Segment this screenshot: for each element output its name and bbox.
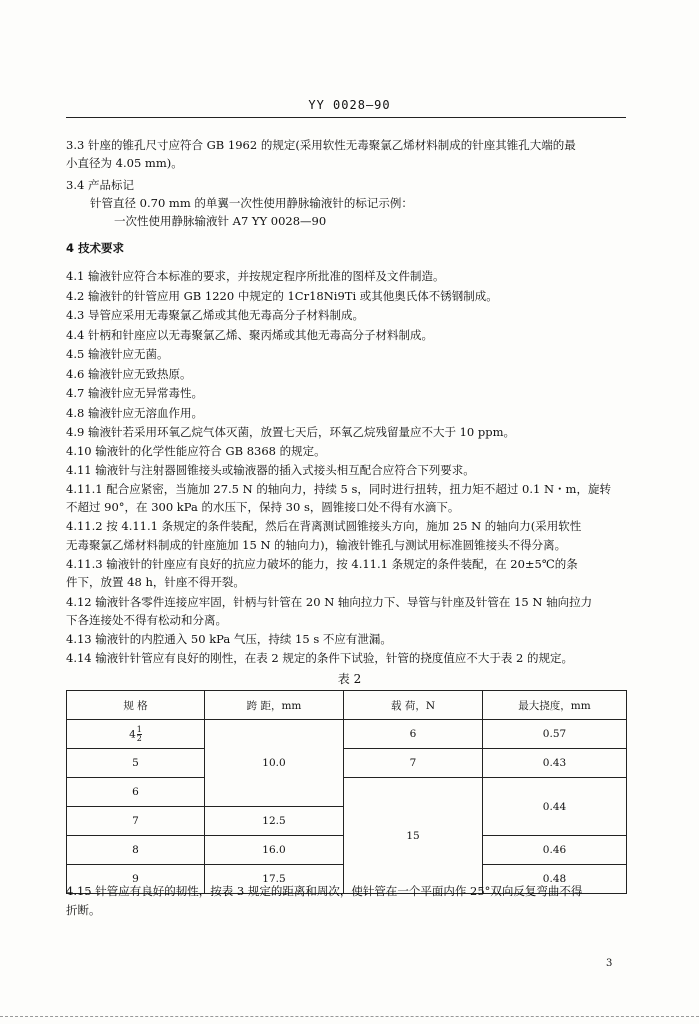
- clause-4-14: 4.14 输液针针管应有良好的刚性，在表 2 规定的条件下试验，针管的挠度值应不大于表 2 的规定。: [66, 651, 574, 665]
- spec-cell: 7: [67, 807, 205, 836]
- clause-4-7: 4.7 输液针应无异常毒性。: [66, 386, 203, 400]
- clause-3-3-line-1: 3.3 针座的锥孔尺寸应符合 GB 1962 的规定(采用软性无毒聚氯乙烯材料制成的针座其锥孔大端的最: [66, 138, 576, 152]
- spec-cell: [67, 720, 205, 749]
- table-header-row: [67, 691, 627, 720]
- header-load: 载 荷，N: [344, 691, 483, 720]
- spec-whole: 4: [129, 728, 136, 740]
- clause-4-3: 4.3 导管应采用无毒聚氯乙烯或其他无毒高分子材料制成。: [66, 308, 364, 322]
- clause-4-11-2-line-1: 4.11.2 按 4.11.1 条规定的条件装配，然后在背离测试圆锥接头方向，施加 25 N 的轴向力(采用软性: [66, 519, 582, 533]
- clause-3-4-heading: 3.4 产品标记: [66, 178, 134, 192]
- deflection-cell: 0.57: [483, 720, 627, 749]
- clause-4-11-1-line-1: 4.11.1 配合应紧密，当施加 27.5 N 的轴向力，持续 5 s，同时进行扭转，扭力矩不超过 0.1 N・m，旋转: [66, 482, 611, 496]
- table-row: [67, 778, 627, 807]
- section-4-heading: 4 技术要求: [66, 241, 125, 255]
- distance-cell: 10.0: [205, 720, 344, 807]
- table-row: [67, 720, 627, 749]
- header-max-deflection: 最大挠度，mm: [483, 691, 627, 720]
- fraction-denominator: 2: [136, 733, 142, 743]
- spec-cell: 6: [67, 778, 205, 807]
- clause-4-13: 4.13 输液针的内腔通入 50 kPa 气压，持续 15 s 不应有泄漏。: [66, 632, 392, 646]
- clause-4-12-line-1: 4.12 输液针各零件连接应牢固，针柄与针管在 20 N 轴向拉力下、导管与针座及针管在 15 N 轴向拉力: [66, 595, 593, 609]
- product-marking-example: 一次性使用静脉输液针 A7 YY 0028—90: [114, 214, 327, 228]
- header-rule: [66, 117, 626, 118]
- spec-cell: 9: [67, 865, 205, 894]
- load-cell: 7: [344, 749, 483, 778]
- table-2: [66, 690, 627, 894]
- header-distance: 跨 距，mm: [205, 691, 344, 720]
- load-cell: 6: [344, 720, 483, 749]
- clause-4-15-line-1: 4.15 针管应有良好的韧性，按表 3 规定的距离和周次，使针管在一个平面内作 25°双向反复弯曲不得: [66, 884, 583, 898]
- clause-4-11-1-line-2: 不超过 90°，在 300 kPa 的水压下，保持 30 s，圆锥接口处不得有水滴下。: [66, 500, 460, 514]
- clause-4-11-3-line-2: 件下，放置 48 h，针座不得开裂。: [66, 575, 245, 589]
- clause-4-12-line-2: 下各连接处不得有松动和分离。: [66, 613, 227, 627]
- spec-fraction: [137, 726, 142, 743]
- clause-4-11: 4.11 输液针与注射器圆锥接头或输液器的插入式接头相互配合应符合下列要求。: [66, 463, 475, 477]
- table-row: [67, 749, 627, 778]
- standard-code-header: YY 0028—90: [308, 98, 391, 112]
- header-spec: 规 格: [67, 691, 205, 720]
- fraction-numerator: 1: [136, 724, 142, 734]
- clause-4-9: 4.9 输液针若采用环氧乙烷气体灭菌，放置七天后，环氧乙烷残留量应不大于 10 ppm。: [66, 425, 516, 439]
- deflection-cell: 0.43: [483, 749, 627, 778]
- spec-cell: 5: [67, 749, 205, 778]
- spec-cell: 8: [67, 836, 205, 865]
- distance-cell: 16.0: [205, 836, 344, 865]
- clause-4-4: 4.4 针柄和针座应以无毒聚氯乙烯、聚丙烯或其他无毒高分子材料制成。: [66, 328, 433, 342]
- clause-4-15-line-2: 折断。: [66, 903, 101, 917]
- clause-4-11-3-line-1: 4.11.3 输液针的针座应有良好的抗应力破坏的能力，按 4.11.1 条规定的条件装配，在 20±5℃的条: [66, 557, 578, 571]
- deflection-cell: 0.46: [483, 836, 627, 865]
- clause-4-8: 4.8 输液针应无溶血作用。: [66, 406, 203, 420]
- clause-4-11-2-line-2: 无毒聚氯乙烯材料制成的针座施加 15 N 的轴向力)，输液针锥孔与测试用标准圆锥接头不得分离。: [66, 538, 567, 552]
- clause-3-4-line-1: 针管直径 0.70 mm 的单翼一次性使用静脉输液针的标记示例：: [90, 196, 413, 210]
- deflection-cell: 0.48: [483, 865, 627, 894]
- clause-4-5: 4.5 输液针应无菌。: [66, 347, 169, 361]
- clause-4-2: 4.2 输液针的针管应用 GB 1220 中规定的 1Cr18Ni9Ti 或其他奥氏体不锈钢制成。: [66, 289, 498, 303]
- clause-3-3-line-2: 小直径为 4.05 mm)。: [66, 156, 183, 170]
- table-2-caption: 表 2: [337, 672, 362, 686]
- clause-4-6: 4.6 输液针应无致热原。: [66, 367, 192, 381]
- distance-cell: 12.5: [205, 807, 344, 836]
- clause-4-10: 4.10 输液针的化学性能应符合 GB 8368 的规定。: [66, 444, 326, 458]
- page-number: 3: [606, 958, 613, 969]
- deflection-cell: 0.44: [483, 778, 627, 836]
- load-cell: 15: [344, 778, 483, 894]
- scan-edge: [0, 1016, 699, 1017]
- clause-4-1: 4.1 输液针应符合本标准的要求，并按规定程序所批准的图样及文件制造。: [66, 269, 445, 283]
- distance-cell: 17.5: [205, 865, 344, 894]
